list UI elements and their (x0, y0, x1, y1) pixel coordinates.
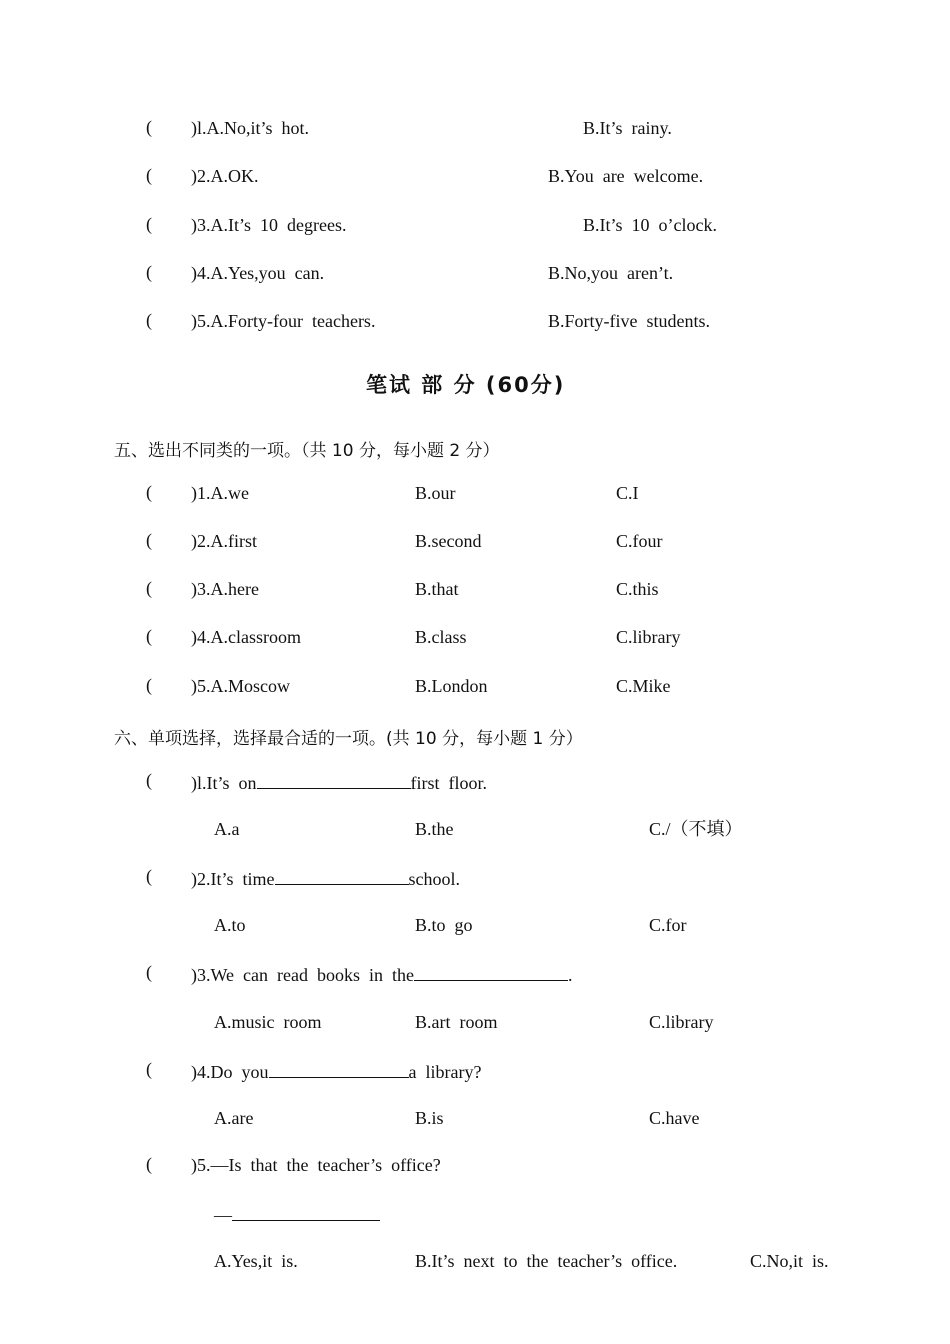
option-b: B.Forty-five students. (548, 311, 710, 331)
question-text (191, 1059, 481, 1083)
question-tail: a library? (408, 1062, 482, 1082)
answer-paren: ( (146, 530, 152, 550)
option-a: )2.A.first (191, 531, 257, 551)
option-a: A.Yes,it is. (214, 1251, 298, 1271)
option-b: B.It’s 10 o’clock. (583, 215, 717, 235)
option-b: B.the (415, 819, 454, 839)
answer-paren: ( (146, 117, 152, 137)
question-text: )5.—Is that the teacher’s office? (191, 1155, 441, 1175)
option-c: C.Mike (616, 676, 671, 696)
answer-paren: ( (146, 310, 152, 330)
answer-paren: ( (146, 675, 152, 695)
question-stem: )l.It’s on (191, 773, 257, 793)
question-text (191, 770, 487, 794)
option-b: B.is (415, 1108, 444, 1128)
question-text: )4.A.Yes,you can. (191, 263, 325, 283)
option-a: A.music room (214, 1012, 322, 1032)
option-b: B.It’s next to the teacher’s office. (415, 1251, 678, 1271)
option-a: )5.A.Moscow (191, 676, 290, 696)
option-c: C.No,it is. (750, 1251, 829, 1271)
option-a: )1.A.we (191, 483, 249, 503)
option-c: C.I (616, 483, 639, 503)
answer-blank (414, 962, 568, 981)
answer-paren: ( (146, 165, 152, 185)
answer-paren: ( (146, 214, 152, 234)
answer-paren: ( (146, 578, 152, 598)
option-c: C.four (616, 531, 663, 551)
question-tail: . (567, 965, 573, 985)
question-stem: )4.Do you (191, 1062, 269, 1082)
response-line (214, 1202, 380, 1226)
option-a: A.to (214, 915, 246, 935)
option-b: B.art room (415, 1012, 498, 1032)
option-c: C.library (616, 627, 681, 647)
option-b: B.London (415, 676, 488, 696)
option-b: B.second (415, 531, 482, 551)
answer-blank (269, 1059, 409, 1078)
section6-title: 六、单项选择，选择最合适的一项。(共 10 分，每小题 1 分） (114, 729, 583, 749)
option-c: C.for (649, 915, 687, 935)
question-tail: first floor. (410, 773, 487, 793)
option-c: C./（不填） (649, 819, 743, 839)
answer-blank (232, 1202, 380, 1221)
answer-paren: ( (146, 962, 152, 982)
answer-paren: ( (146, 1059, 152, 1079)
section5-title: 五、选出不同类的一项。（共 10 分，每小题 2 分） (114, 441, 500, 461)
question-text: )3.A.It’s 10 degrees. (191, 215, 347, 235)
answer-blank (257, 770, 411, 789)
option-c: C.library (649, 1012, 714, 1032)
question-text: )5.A.Forty-four teachers. (191, 311, 376, 331)
question-text (191, 962, 572, 986)
option-c: C.have (649, 1108, 700, 1128)
option-b: B.It’s rainy. (583, 118, 672, 138)
option-b: B.to go (415, 915, 473, 935)
question-text: )2.A.OK. (191, 166, 259, 186)
option-a: )3.A.here (191, 579, 259, 599)
answer-paren: ( (146, 1154, 152, 1174)
question-tail: school. (408, 869, 460, 889)
option-a: A.are (214, 1108, 254, 1128)
question-text (191, 866, 460, 890)
answer-paren: ( (146, 262, 152, 282)
answer-paren: ( (146, 626, 152, 646)
option-a: )4.A.classroom (191, 627, 301, 647)
question-stem: )2.It’s time (191, 869, 275, 889)
dash: — (214, 1205, 232, 1225)
option-b: B.our (415, 483, 456, 503)
written-part-title: 笔试 部 分 (60分) (366, 373, 566, 397)
answer-paren: ( (146, 482, 152, 502)
option-b: B.You are welcome. (548, 166, 704, 186)
question-text: )l.A.No,it’s hot. (191, 118, 310, 138)
answer-paren: ( (146, 770, 152, 790)
option-b: B.No,you aren’t. (548, 263, 674, 283)
question-stem: )3.We can read books in the (191, 965, 414, 985)
option-c: C.this (616, 579, 659, 599)
answer-blank (275, 866, 409, 885)
option-a: A.a (214, 819, 240, 839)
answer-paren: ( (146, 866, 152, 886)
option-b: B.class (415, 627, 467, 647)
option-b: B.that (415, 579, 459, 599)
